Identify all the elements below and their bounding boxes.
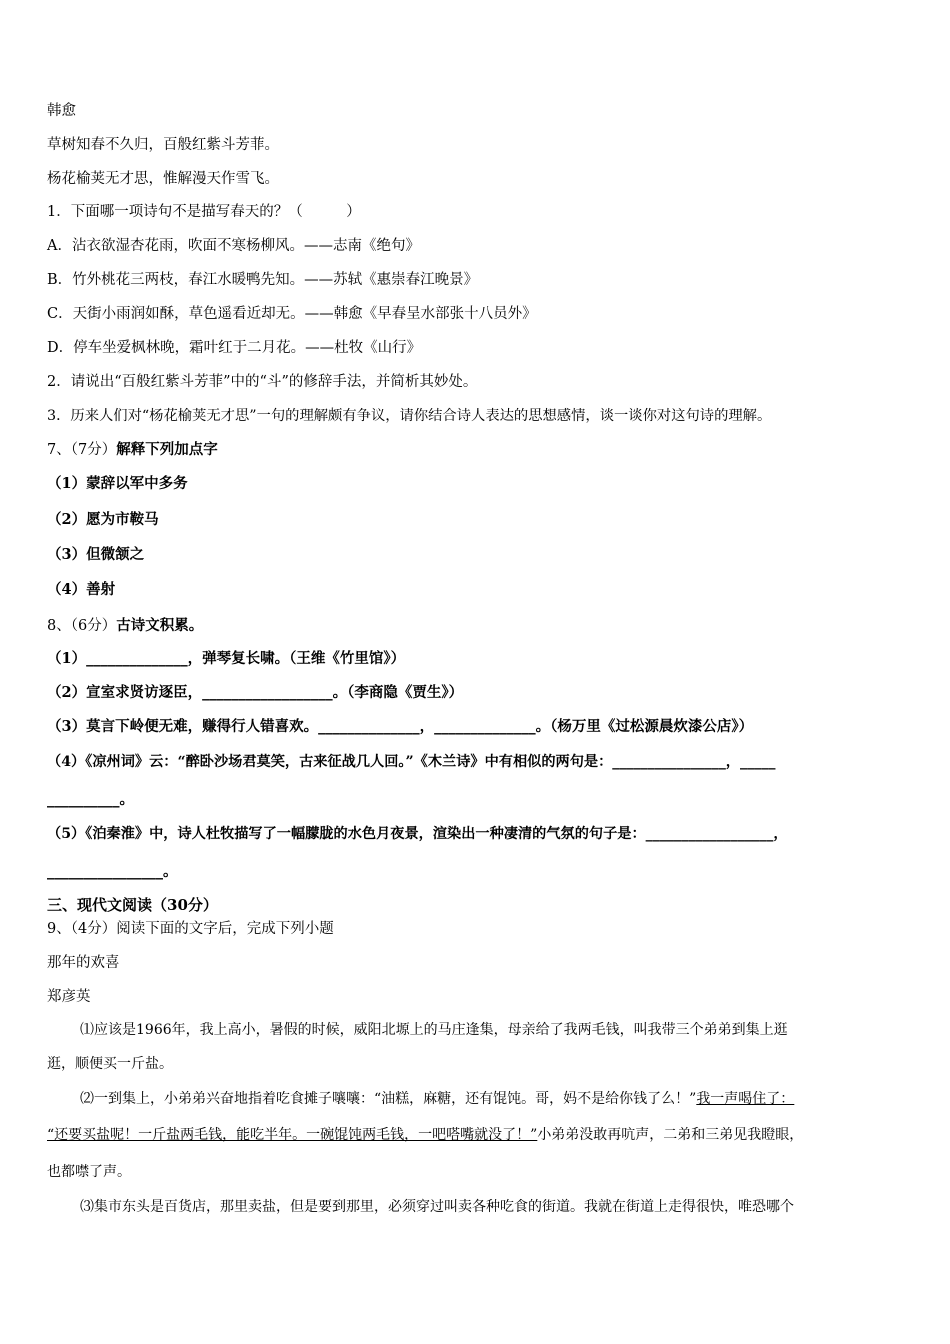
paragraph-2-underlined-1: 我一声喝住了： [696, 1091, 795, 1107]
paragraph-1-line-2: 逛，顺便买一斤盐。 [47, 1056, 173, 1072]
question-3: 3．历来人们对“杨花榆荚无才思”一句的理解颇有争议，请你结合诗人表达的思想感情，谈一谈你对这句诗的理解。 [47, 408, 772, 424]
paragraph-2-line-2 [47, 1125, 803, 1145]
article-author: 郑彦英 [47, 989, 91, 1005]
q7-score: 7、（7分） [47, 442, 117, 458]
q7-heading [47, 440, 218, 460]
paragraph-2-underlined-2: “还要买盐呢！一斤盐两毛钱，能吃半年。一碗馄饨两毛钱，一吧嗒嘴就没了！” [47, 1127, 538, 1143]
q8-title: 古诗文积累。 [116, 617, 204, 634]
paragraph-2-text: ⑵一到集上，小弟弟兴奋地指着吃食摊子嚷嚷：“油糕，麻糖，还有馄饨。哥，妈不是给你钱了么！” [80, 1091, 697, 1107]
option-a: A．沾衣欲湿杏花雨，吹面不寒杨柳风。——志南《绝句》 [47, 238, 420, 254]
q8-line-2: （2）宣室求贤访逐臣，__________________。（李商隐《贾生》） [47, 684, 464, 701]
q9-heading: 9、（4分）阅读下面的文字后，完成下列小题 [47, 921, 334, 937]
q8-line-4b: __________。 [47, 791, 134, 808]
q8-line-3: （3）莫言下岭便无难，赚得行人错喜欢。______________，______________。（杨万里《过松源晨炊漆公店》） [47, 718, 754, 735]
paragraph-2-line-1 [80, 1089, 794, 1109]
q7-title: 解释下列加点字 [116, 441, 218, 458]
paragraph-2-text-2: 小弟弟没敢再吭声，二弟和三弟见我瞪眼， [537, 1127, 804, 1143]
q8-heading [47, 616, 203, 636]
question-2: 2．请说出“百般红紫斗芳菲”中的“斗”的修辞手法，并简析其妙处。 [47, 374, 478, 390]
option-b: B．竹外桃花三两枝，春江水暖鸭先知。——苏轼《惠崇春江晚景》 [47, 272, 479, 288]
option-c: C．天街小雨润如酥，草色遥看近却无。——韩愈《早春呈水部张十八员外》 [47, 306, 537, 322]
paragraph-1-line-1: ⑴应该是1966年，我上高小，暑假的时候，威阳北塬上的马庄逢集，母亲给了我两毛钱，叫我带三个弟弟到集上逛 [80, 1022, 788, 1038]
q7-item-4: （4）善射 [47, 581, 116, 598]
section-3-title: 三、现代文阅读（30分） [47, 896, 218, 914]
paragraph-3-line-1: ⑶集市东头是百货店，那里卖盐，但是要到那里，必须穿过叫卖各种吃食的街道。我就在街道上走得很快，唯恐哪个 [80, 1199, 794, 1215]
option-d: D．停车坐爱枫林晚，霜叶红于二月花。——杜牧《山行》 [47, 340, 422, 356]
q8-line-5a: （5）《泊秦淮》中，诗人杜牧描写了一幅朦胧的水色月夜景，渲染出一种凄清的气氛的句子是：__________________， [47, 826, 788, 842]
question-1: 1．下面哪一项诗句不是描写春天的？（ ） [47, 204, 361, 220]
q7-item-3: （3）但微颔之 [47, 546, 145, 563]
q7-item-1: （1）蒙辞以军中多务 [47, 475, 188, 492]
q8-line-1: （1）______________，弹琴复长啸。（王维《竹里馆》） [47, 650, 406, 667]
poem-line-1: 草树知春不久归，百般红紫斗芳菲。 [47, 137, 279, 153]
poem-line-2: 杨花榆荚无才思，惟解漫天作雪飞。 [47, 171, 279, 187]
q8-line-4a: （4）《凉州词》云：“醉卧沙场君莫笑，古来征战几人回。”《木兰诗》中有相似的两句是：________________，_____ [47, 754, 776, 770]
poem-author: 韩愈 [47, 103, 76, 119]
paragraph-2-line-3: 也都噤了声。 [47, 1164, 131, 1180]
q8-score: 8、（6分） [47, 618, 117, 634]
q7-item-2: （2）愿为市鞍马 [47, 511, 159, 528]
article-title: 那年的欢喜 [47, 955, 120, 971]
q8-line-5b: ________________。 [47, 863, 178, 880]
